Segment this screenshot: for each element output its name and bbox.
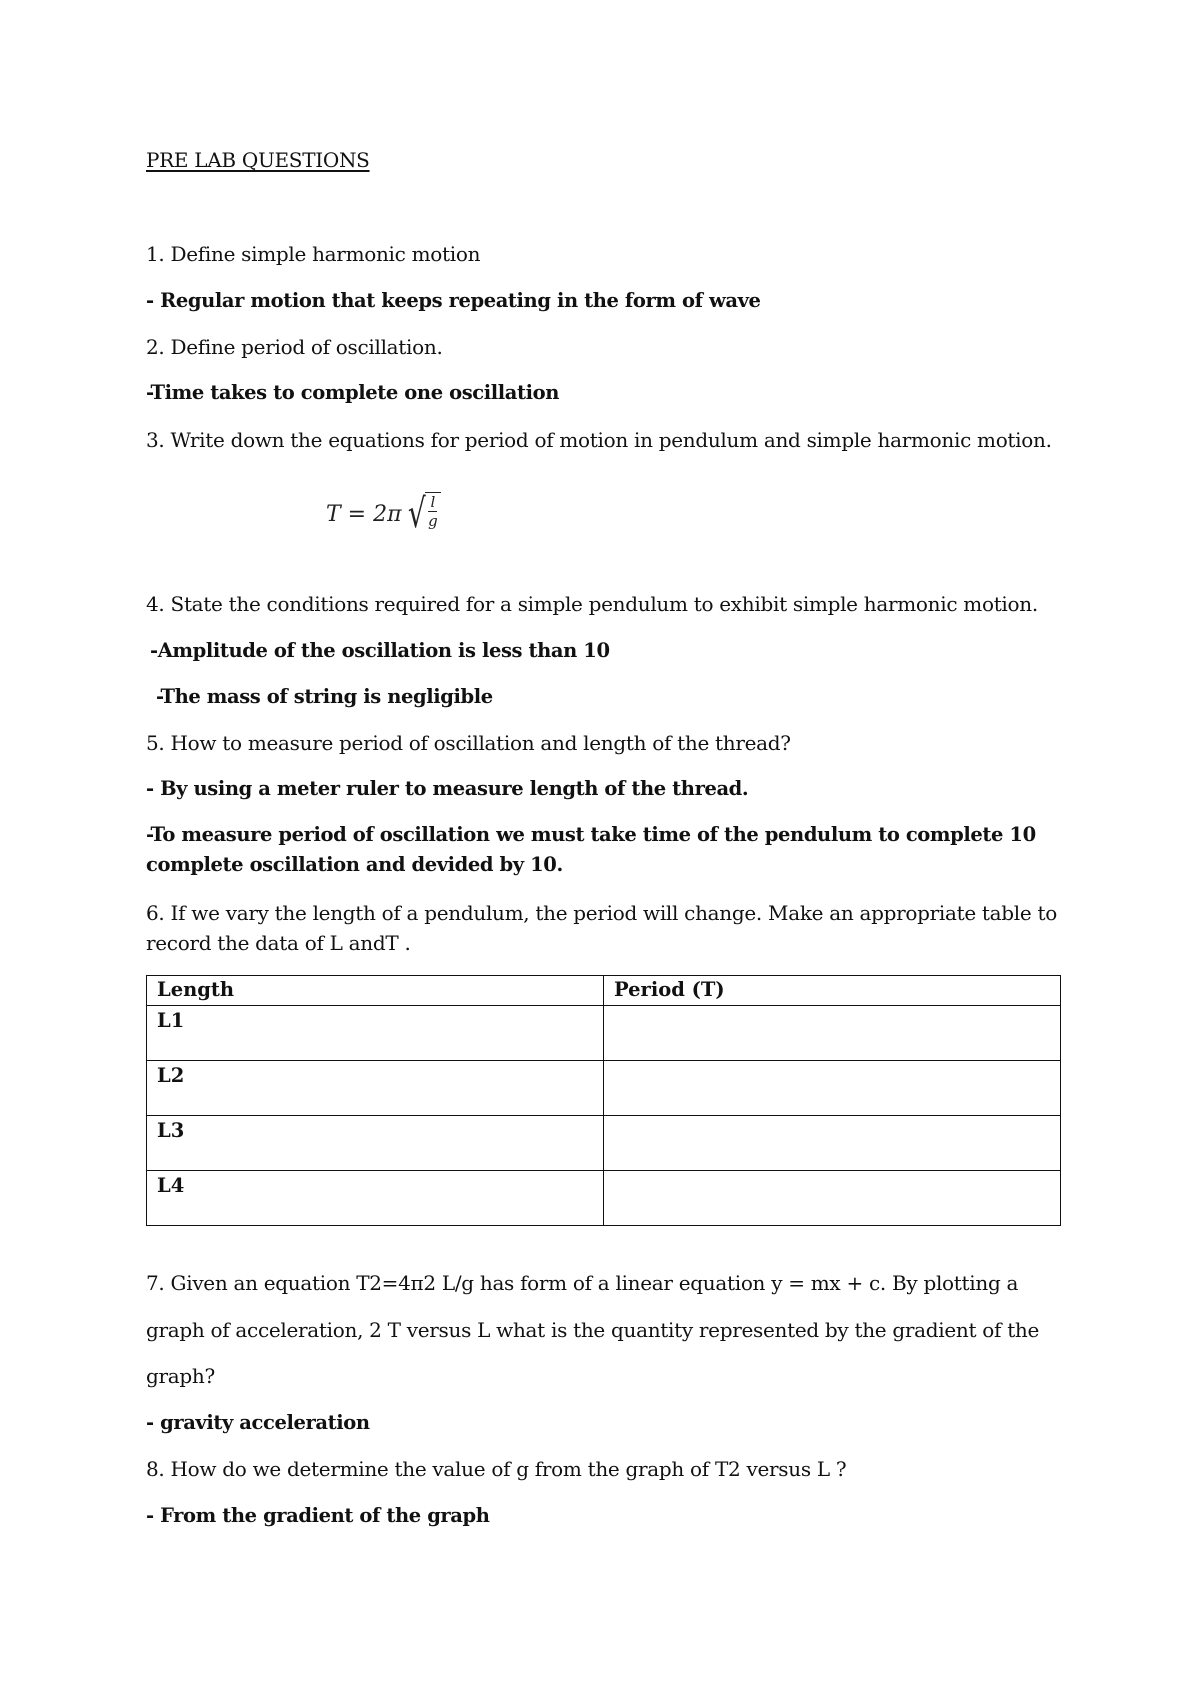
answer-5b: -To measure period of oscillation we must take time of the pendulum to complete 10 complete oscillation and devided by 10. [146, 823, 1036, 876]
formula-numerator: l [430, 493, 436, 511]
period-formula [326, 484, 441, 544]
table-cell-period [604, 1006, 1061, 1061]
formula-lhs: T = 2π [326, 501, 402, 527]
answer-2: -Time takes to complete one oscillation [146, 381, 560, 404]
question-5: 5. How to measure period of oscillation and length of the thread? [146, 731, 791, 755]
formula-fraction [425, 492, 441, 542]
question-6: 6. If we vary the length of a pendulum, the period will change. Make an appropriate table to record the data of L andT . [146, 901, 1057, 955]
table-header-period: Period (T) [604, 976, 1061, 1006]
answer-1: - Regular motion that keeps repeating in the form of wave [146, 289, 761, 312]
table-cell-length: L2 [147, 1061, 604, 1116]
question-1: 1. Define simple harmonic motion [146, 242, 481, 266]
length-period-table [146, 975, 1061, 1226]
table-row [147, 1061, 1061, 1116]
question-8: 8. How do we determine the value of g from the graph of T2 versus L ? [146, 1457, 847, 1481]
answer-7: - gravity acceleration [146, 1411, 370, 1434]
table-cell-period [604, 1061, 1061, 1116]
table-cell-period [604, 1171, 1061, 1226]
table-cell-period [604, 1116, 1061, 1171]
question-7-line-3: graph? [146, 1364, 215, 1388]
page-title: PRE LAB QUESTIONS [146, 148, 370, 172]
formula-denominator: g [428, 512, 438, 530]
table-cell-length: L4 [147, 1171, 604, 1226]
answer-5a: - By using a meter ruler to measure length of the thread. [146, 777, 749, 800]
table-cell-length: L3 [147, 1116, 604, 1171]
answer-4a: -Amplitude of the oscillation is less than 10 [150, 639, 610, 662]
table-row [147, 1171, 1061, 1226]
table-row [147, 1116, 1061, 1171]
table-cell-length: L1 [147, 1006, 604, 1061]
answer-4b: -The mass of string is negligible [156, 685, 493, 708]
question-3: 3. Write down the equations for period of motion in pendulum and simple harmonic motion. [146, 428, 1052, 452]
question-7-line-2: graph of acceleration, 2 T versus L what is the quantity represented by the gradient of the [146, 1318, 1040, 1342]
radical-sign-icon: √ [407, 491, 426, 537]
table-header-length: Length [147, 976, 604, 1006]
question-7-line-1: 7. Given an equation T2=4π2 L/g has form of a linear equation y = mx + c. By plotting a [146, 1271, 1019, 1295]
square-root [404, 486, 441, 542]
table-header-row [147, 976, 1061, 1006]
question-2: 2. Define period of oscillation. [146, 335, 443, 359]
question-4: 4. State the conditions required for a simple pendulum to exhibit simple harmonic motion. [146, 592, 1038, 616]
table-row [147, 1006, 1061, 1061]
answer-8: - From the gradient of the graph [146, 1504, 490, 1527]
